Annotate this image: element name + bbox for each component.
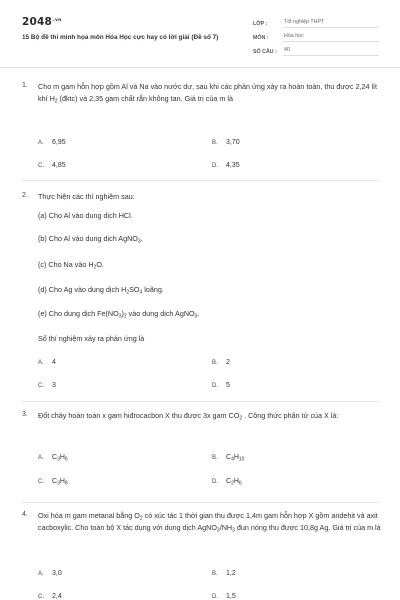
option-d[interactable] [212, 161, 240, 170]
option-text: $C_2H_6$ [226, 478, 242, 487]
option-letter: B. [212, 571, 218, 577]
question-number: 3. [22, 411, 28, 418]
option-text: $C_3H_6$ [52, 454, 68, 463]
meta-value: Hóa học [283, 33, 379, 42]
question-number: 2. [22, 192, 28, 199]
option-c[interactable] [38, 161, 66, 170]
option-letter: B. [212, 140, 218, 146]
option-a[interactable] [38, 569, 62, 578]
option-letter: A. [38, 140, 44, 146]
document-title: 15 Bộ đề thi minh họa môn Hóa Học cực hay có lời giải (Đề số 7) [22, 34, 219, 41]
site-logo[interactable] [22, 15, 61, 29]
option-text: 5 [226, 382, 230, 389]
option-b[interactable] [212, 138, 240, 147]
option-text: 3 [52, 382, 56, 389]
experiment-e: (e) Cho dung dịch $Fe(NO_3)_2$ vào dung dịch AgNO$_3$. [38, 309, 200, 320]
option-letter: B. [212, 360, 218, 366]
option-text: $C_3H_8$ [52, 478, 68, 487]
question-text: Oxi hóa m gam metanal bằng $O_2$ có xúc tác 1 thời gian thu được 1,4m gam hỗn hợp X gồm andehit và axit cacboxylic. Cho toàn bộ X tác dụng với dung dịch $AgNO_3/NH_3$ đun nóng thu được 10,8g Ag. Giá trị của m là [38, 511, 381, 534]
option-a[interactable] [38, 453, 68, 462]
meta-value: Tốt nghiệp THPT [283, 19, 379, 28]
option-c[interactable] [38, 477, 68, 486]
divider [22, 401, 380, 402]
option-text: 2,4 [52, 593, 62, 600]
question-text: Cho m gam hỗn hợp gồm Al và Na vào nước dư, sau khi các phản ứng xảy ra hoàn toàn, thu được 2,24 lít khí $H_2$ (đktc) và 2,35 gam chất rắn không tan. Giá trị của m là [38, 82, 378, 105]
question-text: Đốt cháy hoàn toàn x gam hiđrocacbon X thu được 3x gam $CO_2$ . Công thức phân tử của X là: [38, 411, 339, 422]
option-text: 6,95 [52, 139, 66, 146]
divider [22, 180, 380, 181]
option-text: 1,5 [226, 593, 236, 600]
option-text: 4 [52, 359, 56, 366]
experiment-a: (a) Cho Al vào dung dịch HCl. [38, 211, 133, 220]
option-letter: C. [38, 163, 44, 169]
option-c[interactable] [38, 592, 62, 600]
question-1 [22, 81, 382, 191]
option-letter: D. [212, 163, 218, 169]
question-number: 4. [22, 511, 28, 518]
experiment-d: (d) Cho Ag vào dung dịch $H_2SO_4$ loãng. [38, 285, 164, 296]
divider [22, 502, 380, 503]
option-text: 1,2 [226, 570, 236, 577]
option-d[interactable] [212, 477, 242, 486]
option-text: $C_4H_{10}$ [226, 454, 245, 463]
meta-row-class [253, 14, 379, 28]
option-b[interactable] [212, 569, 236, 578]
option-a[interactable] [38, 138, 66, 147]
option-d[interactable] [212, 592, 236, 600]
meta-key: LỚP : [253, 20, 268, 27]
option-d[interactable] [212, 381, 230, 390]
option-letter: C. [38, 479, 44, 485]
logo-text: 2048 [22, 16, 53, 28]
question-2 [22, 191, 382, 401]
option-text: 4,85 [52, 162, 66, 169]
question-prompt: Số thí nghiệm xảy ra phản ứng là [38, 334, 145, 343]
option-letter: D. [212, 479, 218, 485]
meta-value: 40 [283, 47, 379, 56]
meta-key: MÔN : [253, 34, 269, 41]
option-letter: D. [212, 383, 218, 389]
option-text: 3,0 [52, 570, 62, 577]
option-letter: A. [38, 455, 44, 461]
question-3 [22, 410, 382, 500]
question-4 [22, 510, 382, 600]
option-c[interactable] [38, 381, 56, 390]
document-header [0, 0, 400, 68]
logo-suffix: .vn [53, 17, 62, 23]
option-letter: C. [38, 383, 44, 389]
option-b[interactable] [212, 358, 230, 367]
document-meta [253, 14, 379, 56]
option-text: 4,35 [226, 162, 240, 169]
option-letter: C. [38, 594, 44, 600]
option-letter: A. [38, 360, 44, 366]
question-number: 1. [22, 82, 28, 89]
option-text: 3,70 [226, 139, 240, 146]
option-letter: A. [38, 571, 44, 577]
meta-row-count [253, 42, 379, 56]
experiment-b: (b) Cho Al vào dung dịch AgNO$_3$. [38, 234, 143, 245]
meta-key: SỐ CÂU : [253, 48, 277, 55]
question-text: Thực hiện các thí nghiệm sau: [38, 192, 135, 201]
experiment-c: (c) Cho Na vào $H_2O$. [38, 260, 104, 271]
option-text: 2 [226, 359, 230, 366]
meta-row-subject [253, 28, 379, 42]
option-letter: D. [212, 594, 218, 600]
option-letter: B. [212, 455, 218, 461]
option-b[interactable] [212, 453, 244, 462]
option-a[interactable] [38, 358, 56, 367]
